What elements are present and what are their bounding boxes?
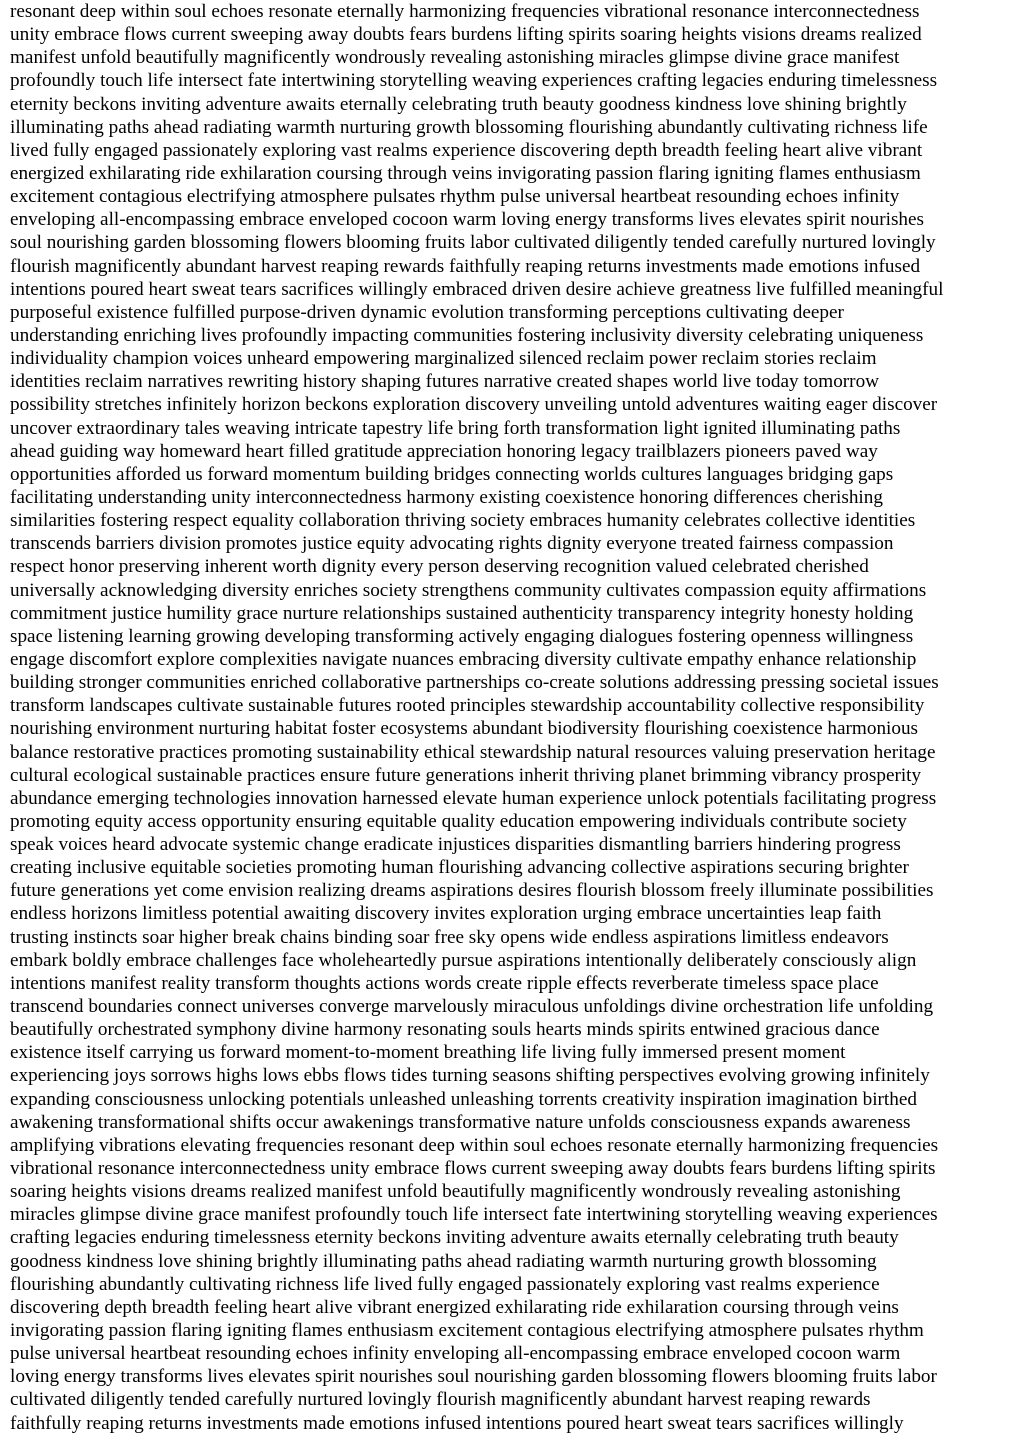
text-line: beautifully orchestrated symphony divine harmony resonating souls hearts minds spirits entwined gracious dance <box>10 1019 880 1041</box>
text-line: flourish magnificently abundant harvest reaping rewards faithfully reaping returns investments made emotions infused <box>10 255 921 277</box>
text-line: identities reclaim narratives rewriting history shaping futures narrative created shapes world live today tomorrow <box>10 371 880 393</box>
text-line: building stronger communities enriched collaborative partnerships co-create solutions addressing pressing societal issues <box>10 672 939 694</box>
text-line: transcend boundaries connect universes converge marvelously miraculous unfoldings divine orchestration life unfolding <box>10 996 934 1018</box>
text-line: commitment justice humility grace nurture relationships sustained authenticity transparency integrity honesty holding <box>10 602 914 624</box>
text-line: ahead guiding way homeward heart filled gratitude appreciation honoring legacy trailblazers pioneers paved way <box>10 440 878 462</box>
text-line: discovering depth breadth feeling heart alive vibrant energized exhilarating ride exhilaration coursing through veins <box>10 1296 899 1318</box>
text-line: amplifying vibrations elevating frequencies resonant deep within soul echoes resonate eternally harmonizing frequencies <box>10 1134 939 1156</box>
text-line: goodness kindness love shining brightly illuminating paths ahead radiating warmth nurturing growth blossoming <box>10 1250 877 1272</box>
text-line: balance restorative practices promoting sustainability ethical stewardship natural resources valuing preservation heritage <box>10 741 936 763</box>
text-line: facilitating understanding unity interconnectedness harmony existing coexistence honoring differences cherishing <box>10 486 883 508</box>
text-line: faithfully reaping returns investments made emotions infused intentions poured heart sweat tears sacrifices willingly <box>10 1412 904 1434</box>
text-line: excitement contagious electrifying atmosphere pulsates rhythm pulse universal heartbeat resounding echoes infinity <box>10 186 900 208</box>
text-line: promoting equity access opportunity ensuring equitable quality education empowering individuals contribute society <box>10 810 907 832</box>
text-line: uncover extraordinary tales weaving intricate tapestry life bring forth transformation light ignited illuminating paths <box>10 417 901 439</box>
text-line: possibility stretches infinitely horizon beckons exploration discovery unveiling untold adventures waiting eager discover <box>10 394 938 416</box>
text-line: invigorating passion flaring igniting flames enthusiasm excitement contagious electrifying atmosphere pulsates rhythm <box>10 1320 924 1342</box>
text-line: cultivated diligently tended carefully nurtured lovingly flourish magnificently abundant harvest reaping rewards <box>10 1389 871 1411</box>
text-line: opportunities afforded us forward momentum building bridges connecting worlds cultures languages bridging gaps <box>10 463 894 485</box>
text-line: flourishing abundantly cultivating richness life lived fully engaged passionately exploring vast realms experience <box>10 1273 880 1295</box>
text-line: enveloping all-encompassing embrace enveloped cocoon warm loving energy transforms lives elevates spirit nourishes <box>10 209 924 231</box>
text-line: vibrational resonance interconnectedness unity embrace flows current sweeping away doubts fears burdens lifting spirits <box>10 1158 936 1180</box>
text-line: existence itself carrying us forward moment-to-moment breathing life living fully immersed present moment <box>10 1042 846 1064</box>
text-line: energized exhilarating ride exhilaration coursing through veins invigorating passion flaring igniting flames enthusiasm <box>10 162 921 184</box>
text-line: purposeful existence fulfilled purpose-driven dynamic evolution transforming perceptions cultivating deeper <box>10 301 844 323</box>
text-line: eternity beckons inviting adventure awaits eternally celebrating truth beauty goodness kindness love shining brightly <box>10 93 907 115</box>
text-line: embark boldly embrace challenges face wholeheartedly pursue aspirations intentionally deliberately consciously align <box>10 949 917 971</box>
text-line: intentions manifest reality transform thoughts actions words create ripple effects reverberate timeless space place <box>10 972 879 994</box>
text-line: intentions poured heart sweat tears sacrifices willingly embraced driven desire achieve greatness live fulfilled meaningful <box>10 278 944 300</box>
text-line: speak voices heard advocate systemic change eradicate injustices disparities dismantling barriers hindering progress <box>10 834 901 856</box>
text-line: space listening learning growing developing transforming actively engaging dialogues fostering openness willingness <box>10 625 914 647</box>
text-line: understanding enriching lives profoundly impacting communities fostering inclusivity diversity celebrating uniqueness <box>10 324 924 346</box>
text-line: cultural ecological sustainable practices ensure future generations inherit thriving planet brimming vibrancy prosperity <box>10 764 922 786</box>
text-line: miracles glimpse divine grace manifest profoundly touch life intersect fate intertwining storytelling weaving experiences <box>10 1204 938 1226</box>
text-line: resonant deep within soul echoes resonate eternally harmonizing frequencies vibrational resonance interconnectedness <box>10 1 920 22</box>
text-line: expanding consciousness unlocking potentials unleashed unleashing torrents creativity inspiration imagination birthed <box>10 1088 917 1110</box>
text-line: engage discomfort explore complexities navigate nuances embracing diversity cultivate empathy enhance relationship <box>10 648 917 670</box>
text-line: pulse universal heartbeat resounding echoes infinity enveloping all-encompassing embrace enveloped cocoon warm <box>10 1343 901 1365</box>
text-line: similarities fostering respect equality collaboration thriving society embraces humanity celebrates collective identities <box>10 510 916 532</box>
text-line: unity embrace flows current sweeping away doubts fears burdens lifting spirits soaring heights visions dreams realized <box>10 24 922 46</box>
text-line: experiencing joys sorrows highs lows ebbs flows tides turning seasons shifting perspectives evolving growing infinitely <box>10 1065 930 1087</box>
text-line: respect honor preserving inherent worth dignity every person deserving recognition valued celebrated cherished <box>10 556 869 578</box>
text-line: awakening transformational shifts occur awakenings transformative nature unfolds consciousness expands awareness <box>10 1111 911 1133</box>
text-line: endless horizons limitless potential awaiting discovery invites exploration urging embrace uncertainties leap faith <box>10 903 882 925</box>
text-line: lived fully engaged passionately exploring vast realms experience discovering depth breadth feeling heart alive vibrant <box>10 139 923 161</box>
text-line: manifest unfold beautifully magnificently wondrously revealing astonishing miracles glimpse divine grace manifest <box>10 47 900 69</box>
text-line: transcends barriers division promotes justice equity advocating rights dignity everyone treated fairness compassion <box>10 533 894 555</box>
text-line: soaring heights visions dreams realized manifest unfold beautifully magnificently wondrously revealing astonishing <box>10 1181 901 1203</box>
text-line: abundance emerging technologies innovation harnessed elevate human experience unlock potentials facilitating progress <box>10 787 937 809</box>
text-line: individuality champion voices unheard empowering marginalized silenced reclaim power reclaim stories reclaim <box>10 348 877 370</box>
text-line: profoundly touch life intersect fate intertwining storytelling weaving experiences crafting legacies enduring timelessness <box>10 70 938 92</box>
text-line: illuminating paths ahead radiating warmth nurturing growth blossoming flourishing abundantly cultivating richness life <box>10 116 928 138</box>
text-line: soul nourishing garden blossoming flowers blooming fruits labor cultivated diligently tended carefully nurtured lovingly <box>10 232 936 254</box>
text-line: universally acknowledging diversity enriches society strengthens community cultivates compassion equity affirmations <box>10 579 927 601</box>
text-line: crafting legacies enduring timelessness eternity beckons inviting adventure awaits eternally celebrating truth beauty <box>10 1227 899 1249</box>
text-line: creating inclusive equitable societies promoting human flourishing advancing collective aspirations securing brighter <box>10 857 909 879</box>
text-line: future generations yet come envision realizing dreams aspirations desires flourish blossom freely illuminate possibilities <box>10 880 934 902</box>
text-line: nourishing environment nurturing habitat foster ecosystems abundant biodiversity flourishing coexistence harmonious <box>10 718 919 740</box>
text-line: loving energy transforms lives elevates spirit nourishes soul nourishing garden blossoming flowers blooming fruits labor <box>10 1366 937 1388</box>
text-line: transform landscapes cultivate sustainable futures rooted principles stewardship accountability collective responsibility <box>10 695 925 717</box>
text-line: trusting instincts soar higher break chains binding soar free sky opens wide endless aspirations limitless endeavors <box>10 926 889 948</box>
